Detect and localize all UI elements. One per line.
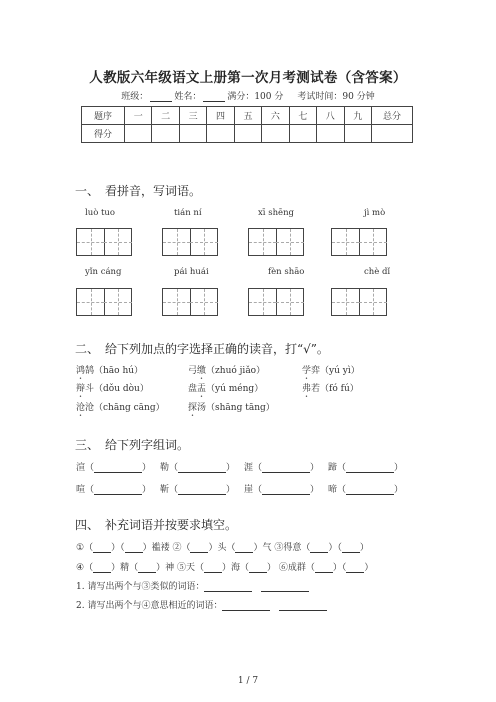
word-item[interactable]: 渲（ ） bbox=[76, 463, 152, 473]
writing-grid[interactable] bbox=[331, 228, 387, 256]
pinyin-label: tián ní bbox=[174, 208, 202, 218]
score-cell[interactable] bbox=[344, 125, 372, 143]
header-cell: 六 bbox=[262, 107, 289, 125]
score-cell[interactable] bbox=[262, 125, 289, 143]
score-cell[interactable] bbox=[179, 125, 206, 143]
header-cell: 三 bbox=[179, 107, 206, 125]
page-number: 1 / 7 bbox=[237, 676, 259, 686]
header-cell: 总分 bbox=[372, 107, 413, 125]
score-table-header bbox=[82, 107, 413, 125]
writing-grid[interactable] bbox=[162, 228, 218, 256]
full-score: 满分：100 分 bbox=[227, 92, 284, 102]
idiom-line-2[interactable]: ④（ ）精（ ）神 ⑤天（ ）海（ ） ⑥成群（ ）（ ） bbox=[76, 563, 374, 573]
exam-info bbox=[0, 89, 496, 102]
score-cell[interactable] bbox=[317, 125, 344, 143]
section2-heading: 二、 给下列加点的字选择正确的读音，打“√”。 bbox=[75, 342, 329, 356]
reading-item[interactable]: 盘盂（yú méng） bbox=[188, 384, 264, 394]
pinyin-label: fèn shāo bbox=[268, 267, 305, 277]
word-item[interactable]: 崖（ ） bbox=[244, 485, 320, 495]
word-item[interactable]: 涯（ ） bbox=[244, 463, 320, 473]
writing-grid[interactable] bbox=[76, 228, 132, 256]
class-label: 班级： bbox=[121, 92, 149, 102]
pinyin-label: pái huái bbox=[174, 267, 209, 277]
word-item[interactable]: 啼（ ） bbox=[328, 485, 404, 495]
score-cell[interactable] bbox=[372, 125, 413, 143]
word-item[interactable]: 喧（ ） bbox=[76, 485, 152, 495]
pinyin-label: jì mò bbox=[364, 208, 386, 218]
writing-grid[interactable] bbox=[331, 288, 387, 316]
header-cell: 八 bbox=[317, 107, 344, 125]
score-table-row bbox=[82, 125, 413, 143]
writing-grid[interactable] bbox=[162, 288, 218, 316]
pinyin-label: luò tuo bbox=[85, 208, 116, 218]
word-item[interactable]: 勒（ ） bbox=[160, 463, 236, 473]
writing-grid[interactable] bbox=[248, 288, 304, 316]
section1-heading: 一、 看拼音，写词语。 bbox=[75, 184, 202, 198]
row-label: 得分 bbox=[82, 125, 125, 143]
header-cell: 九 bbox=[344, 107, 372, 125]
header-cell: 二 bbox=[152, 107, 179, 125]
word-item[interactable]: 靳（ ） bbox=[160, 485, 236, 495]
score-table bbox=[81, 106, 413, 143]
writing-grid[interactable] bbox=[76, 288, 132, 316]
reading-item[interactable]: 探汤（shāng tāng） bbox=[188, 403, 275, 413]
class-blank[interactable] bbox=[150, 92, 172, 102]
question-2[interactable]: 2. 请写出两个与④意思相近的词语： bbox=[76, 598, 327, 611]
reading-item[interactable]: 辩斗（dǒu dòu） bbox=[76, 384, 149, 394]
score-cell[interactable] bbox=[125, 125, 152, 143]
header-cell: 五 bbox=[234, 107, 261, 125]
exam-time: 考试时间：90 分钟 bbox=[297, 92, 375, 102]
section4-heading: 四、 补充词语并按要求填空。 bbox=[75, 518, 238, 532]
reading-item[interactable]: 弓缴（zhuó jiǎo） bbox=[188, 366, 266, 376]
question-1[interactable]: 1. 请写出两个与③类似的词语： bbox=[76, 579, 309, 592]
name-label: 姓名： bbox=[174, 92, 202, 102]
header-cell: 一 bbox=[125, 107, 152, 125]
pinyin-label: chè dǐ bbox=[364, 267, 391, 277]
page-title: 人教版六年级语文上册第一次月考测试卷（含答案） bbox=[89, 70, 407, 86]
word-item[interactable]: 蹄（ ） bbox=[328, 463, 404, 473]
pinyin-label: xī shēng bbox=[258, 208, 294, 218]
idiom-line-1[interactable]: ①（ ）（ ）褴褛 ②（ ）头（ ）气 ③得意（ ）（ ） bbox=[76, 543, 369, 553]
header-cell: 七 bbox=[289, 107, 316, 125]
header-cell: 题序 bbox=[82, 107, 125, 125]
score-cell[interactable] bbox=[289, 125, 316, 143]
reading-item[interactable]: 学弈（yú yì） bbox=[302, 366, 360, 376]
score-cell[interactable] bbox=[234, 125, 261, 143]
writing-grid[interactable] bbox=[248, 228, 304, 256]
pinyin-label: yǐn cáng bbox=[85, 267, 122, 277]
reading-item[interactable]: 弗若（fó fú） bbox=[302, 384, 359, 394]
reading-item[interactable]: 沧沧（chāng cāng） bbox=[76, 403, 165, 413]
name-blank[interactable] bbox=[203, 92, 225, 102]
score-cell[interactable] bbox=[207, 125, 234, 143]
score-cell[interactable] bbox=[152, 125, 179, 143]
reading-item[interactable]: 鸿鹄（hāo hú） bbox=[76, 366, 144, 376]
section3-heading: 三、 给下列字组词。 bbox=[75, 438, 190, 452]
header-cell: 四 bbox=[207, 107, 234, 125]
